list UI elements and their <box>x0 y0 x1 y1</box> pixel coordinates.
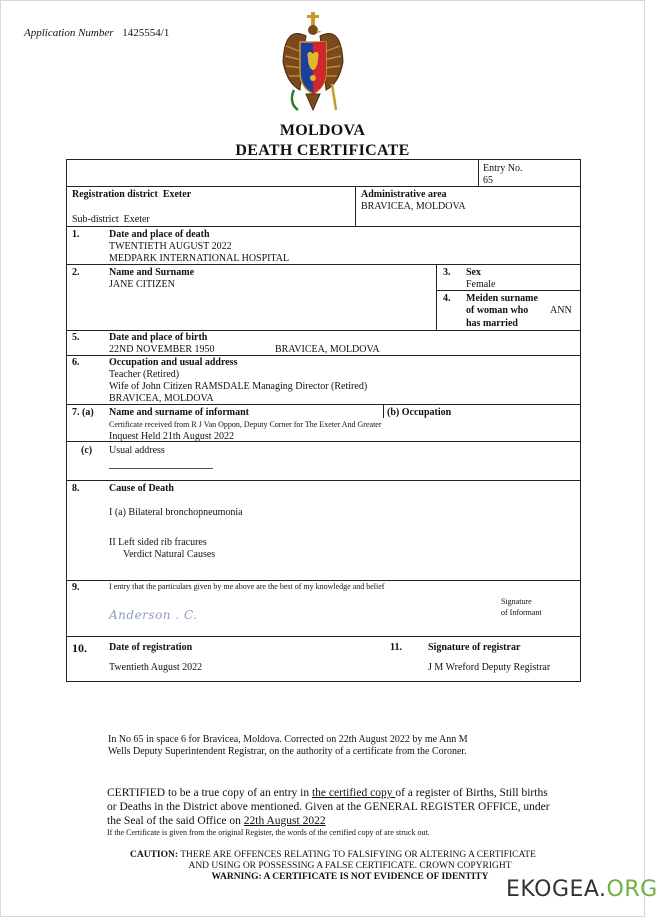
application-number-label: Application Number <box>24 27 114 39</box>
certified-text-c: of a register of Births, Still births <box>395 787 548 799</box>
item3-label: Sex <box>466 267 481 278</box>
item3-number: 3. <box>443 267 451 278</box>
certified-line3 <box>107 814 326 828</box>
registrar-signature: J M Wreford Deputy Registrar <box>428 662 551 673</box>
death-date: TWENTIETH AUGUST 2022 <box>109 241 232 252</box>
usual-address-blank <box>109 468 213 469</box>
item8-label: Cause of Death <box>109 483 174 494</box>
item5-number: 5. <box>72 332 80 343</box>
registration-date: Twentieth August 2022 <box>109 662 203 673</box>
sex-value: Female <box>466 279 496 290</box>
registration-district <box>72 189 191 202</box>
item11-label: Signature of registrar <box>428 642 521 653</box>
item2-number: 2. <box>72 267 80 278</box>
item7a-number: 7. (a) <box>72 407 94 418</box>
item9-number: 9. <box>72 582 80 593</box>
certificate-form <box>66 159 581 682</box>
item6-label: Occupation and usual address <box>109 357 238 368</box>
item1-label: Date and place of death <box>109 229 210 240</box>
birth-place: BRAVICEA, MOLDOVA <box>275 344 380 355</box>
entry-label: Entry No. <box>483 163 523 174</box>
correction-line2: Wells Deputy Superintendent Registrar, on the authority of a certificate from the Coroner. <box>108 746 467 757</box>
caution-label: CAUTION: <box>130 850 179 860</box>
informant-signature: Anderson . C. <box>109 608 198 622</box>
registration-district-label: Registration district <box>72 189 158 200</box>
item7c-label: Usual address <box>109 445 165 456</box>
certified-line1 <box>107 786 548 800</box>
item2-label: Name and Surname <box>109 267 195 278</box>
correction-line1: In No 65 in space 6 for Bravicea, Moldova. Corrected on 22th August 2022 by me Ann M <box>108 734 468 745</box>
coat-of-arms-emblem <box>280 10 346 118</box>
informant-line1: Certificate received from R J Van Oppon, Deputy Corner for The Exeter And Greater <box>109 420 382 429</box>
caution-line2: AND USING OR POSSESSING A FALSE CERTIFICATE. CROWN COPYRIGHT <box>188 861 512 871</box>
caution-text1: THERE ARE OFFENCES RELATING TO FALSIFYING OR ALTERING A CERTIFICATE <box>180 850 536 860</box>
item11-number: 11. <box>390 642 402 653</box>
watermark-part2: ORG <box>606 877 658 902</box>
item10-label: Date of registration <box>109 642 193 653</box>
application-number <box>24 27 169 39</box>
signature-label-line2: of Informant <box>501 608 542 617</box>
certified-text-a: CERTIFIED to be a true copy of an entry in <box>107 787 312 799</box>
item4-label-line2: of woman who <box>466 305 529 316</box>
death-place: MEDPARK INTERNATIONAL HOSPITAL <box>109 253 290 264</box>
informant-line2: Inquest Held 21th August 2022 <box>109 431 234 442</box>
item7c-number: (c) <box>81 445 93 456</box>
signature-label-line1: Signature <box>501 597 532 606</box>
item7b-label: (b) Occupation <box>387 407 452 418</box>
occupation-line1: Teacher (Retired) <box>109 369 180 380</box>
informant-statement: I entry that the particulars given by me above are the best of my knowledge and belief <box>109 582 385 591</box>
occupation-line3: BRAVICEA, MOLDOVA <box>109 393 214 404</box>
item5-label: Date and place of birth <box>109 332 208 343</box>
country-title: MOLDOVA <box>279 122 366 139</box>
cause-of-death-2: II Left sided rib fracures <box>109 537 207 548</box>
seal-date: 22th August 2022 <box>243 815 326 827</box>
deceased-name: JANE CITIZEN <box>109 279 175 290</box>
sub-district <box>72 214 150 227</box>
cause-of-death-3: Verdict Natural Causes <box>123 549 216 560</box>
item8-number: 8. <box>72 483 80 494</box>
occupation-line2: Wife of John Citizen RAMSDALE Managing Director (Retired) <box>109 381 368 392</box>
watermark-logo <box>506 877 658 902</box>
document-title: DEATH CERTIFICATE <box>235 142 410 159</box>
seal-text: the Seal of the said Office on <box>107 815 244 827</box>
item6-number: 6. <box>72 357 80 368</box>
administrative-area-label: Administrative area <box>361 189 447 200</box>
entry-value: 65 <box>483 175 493 186</box>
item7a-label: Name and surname of informant <box>109 407 249 418</box>
item4-label-line1: Meiden surname <box>466 293 538 304</box>
item4-number: 4. <box>443 293 451 304</box>
item10-number: 10. <box>72 641 87 655</box>
warning-line: WARNING: A CERTIFICATE IS NOT EVIDENCE OF IDENTITY <box>211 872 489 882</box>
item1-number: 1. <box>72 229 80 240</box>
administrative-area-value: BRAVICEA, MOLDOVA <box>361 201 466 212</box>
registration-district-value: Exeter <box>162 189 192 200</box>
certified-note: If the Certificate is given from the original Register, the words of the certified copy of are struck out. <box>107 828 430 837</box>
watermark-part1: EKOGEA. <box>506 877 607 902</box>
sub-district-label: Sub-district <box>72 214 119 225</box>
cause-of-death-1: I (a) Bilateral bronchopneumonia <box>109 507 243 518</box>
birth-date: 22ND NOVEMBER 1950 <box>109 344 215 355</box>
certified-line2: or Deaths in the District above mentioned. Given at the GENERAL REGISTER OFFICE, under <box>107 801 550 813</box>
maiden-surname-value: ANN <box>550 305 572 316</box>
caution-line1 <box>130 850 570 861</box>
item4-label-line3: has married <box>466 318 518 329</box>
sub-district-value: Exeter <box>123 214 150 225</box>
certified-copy-underlined: the certified copy <box>311 787 396 799</box>
application-number-value: 1425554/1 <box>122 27 170 39</box>
